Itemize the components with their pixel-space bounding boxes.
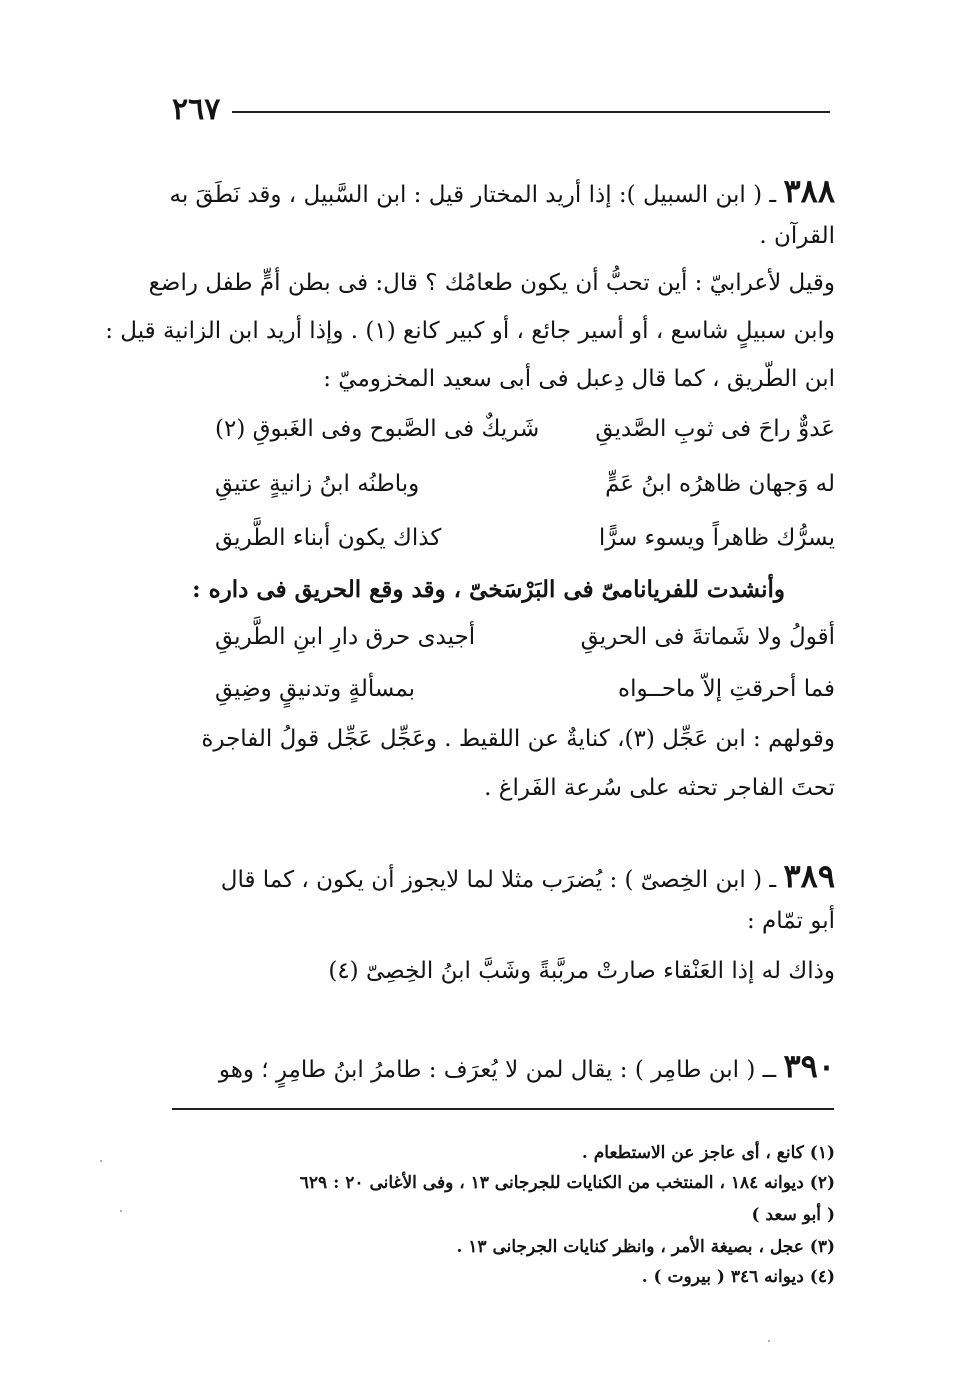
header-rule <box>232 111 830 113</box>
verse-first-hemistich: له وَجهان ظاهرُه ابنُ عَمٍّ <box>605 471 835 497</box>
poem-2-verse-1 <box>215 626 835 649</box>
entry-388-line-6: وأنشدت للفريانامىّ فى البَرْسَخىّ ، وقد وقع الحريق فى داره : <box>192 576 785 603</box>
poem-2-verse-2 <box>215 678 835 701</box>
verse-second-hemistich: وباطنُه ابنُ زانيةٍ عتيقِ <box>215 471 420 497</box>
entry-389-line-1 <box>170 857 835 895</box>
footnote-1: (١) كانع ، أى عاجز عن الاستطعام . <box>581 1143 835 1163</box>
entry-389-line-2: أبو تمّام : <box>747 908 835 934</box>
scan-speck <box>100 1160 102 1162</box>
verse-first-hemistich: أقولُ ولا شَماتةَ فى الحريقِ <box>580 624 835 650</box>
entry-388-line-4: وابن سبيلٍ شاسع ، أو أسير جائع ، أو كبير كانع (١) . وإذا أريد ابن الزانية قيل : <box>105 318 835 344</box>
entry-390-text-1: ــ ( ابن طامِر ) : يقال لمن لا يُعرَف : طامرُ ابنُ طامِرٍ ؛ وهو <box>218 1057 777 1083</box>
verse-second-hemistich: بمسألةٍ وتدنيقٍ وضِيقِ <box>215 676 416 702</box>
entry-388-line-7: وقولهم : ابن عَجِّل (٣)، كنايةٌ عن اللقيط . وعَجِّل عَجِّل قولُ الفاجرة <box>201 726 835 752</box>
entry-388-number: ٣٨٨ <box>783 172 835 210</box>
entry-388-line-5: ابن الطّريق ، كما قال دِعبل فى أبى سعيد المخزوميّ : <box>323 366 835 392</box>
scan-speck <box>768 1340 770 1342</box>
page-number: ٢٦٧ <box>172 92 221 127</box>
verse-second-hemistich: شَريكٌ فى الصَّبوح وفى الغَبوقِ (٢) <box>215 416 540 442</box>
poem-1-verse-1 <box>215 418 835 441</box>
poem-1-verse-3 <box>215 527 835 550</box>
entry-389-number: ٣٨٩ <box>783 857 835 895</box>
footnote-3: (٣) عجل ، بصيغة الأمر ، وانظر كنايات الجرجانى ١٣ . <box>456 1237 835 1257</box>
verse-first-hemistich: عَدوٌّ راحَ فى ثوبِ الصَّديقِ <box>595 416 835 442</box>
scan-speck <box>120 1210 122 1212</box>
footnote-2: (٢) ديوانه ١٨٤ ، المنتخب من الكنايات للجرجانى ١٣ ، وفى الأغانى ٢٠ : ٦٢٩ <box>299 1173 835 1193</box>
verse-first-hemistich: فما أحرقتِ إلاّ ماحــواه <box>618 676 835 702</box>
footnote-rule <box>172 1108 834 1110</box>
entry-388-line-3: وقيل لأعرابيّ : أين تحبُّ أن يكون طعامُك ؟ قال: فى بطن أمٍّ طفل راضع <box>148 270 835 296</box>
footnote-2-continued: ( أبو سعد ) <box>751 1205 835 1225</box>
verse-second-hemistich: كذاك يكون أبناء الطَّريق <box>215 525 442 551</box>
entry-390-line-1 <box>170 1047 835 1085</box>
entry-388-text-1: ـ ( ابن السبيل ): إذا أريد المختار قيل : ابن السَّبيل ، وقد نَطَقَ به <box>169 182 777 208</box>
poem-1-verse-2 <box>215 473 835 496</box>
entry-388-line-8: تحتَ الفاجر تحثه على سُرعة الفَراغ . <box>484 775 835 801</box>
entry-389-verse: وذاك له إذا العَنْقاء صارتْ مربَّبةً وشَبَّ ابنُ الخِصِىّ (٤) <box>328 958 835 984</box>
entry-388-line-2: القرآن . <box>759 223 835 249</box>
entry-388-line-1 <box>169 172 835 210</box>
verse-second-hemistich: أجيدى حرق دارِ ابنِ الطَّريقِ <box>215 624 476 650</box>
verse-first-hemistich: يسرُّك ظاهراً ويسوء سرًّا <box>598 525 835 551</box>
footnote-4: (٤) ديوانه ٣٤٦ ( بيروت ) . <box>641 1267 835 1287</box>
entry-389-text-1: ـ ( ابن الخِصىّ ) : يُضرَب مثلا لما لايجوز أن يكون ، كما قال <box>220 867 777 893</box>
entry-390-number: ٣٩٠ <box>783 1047 835 1085</box>
